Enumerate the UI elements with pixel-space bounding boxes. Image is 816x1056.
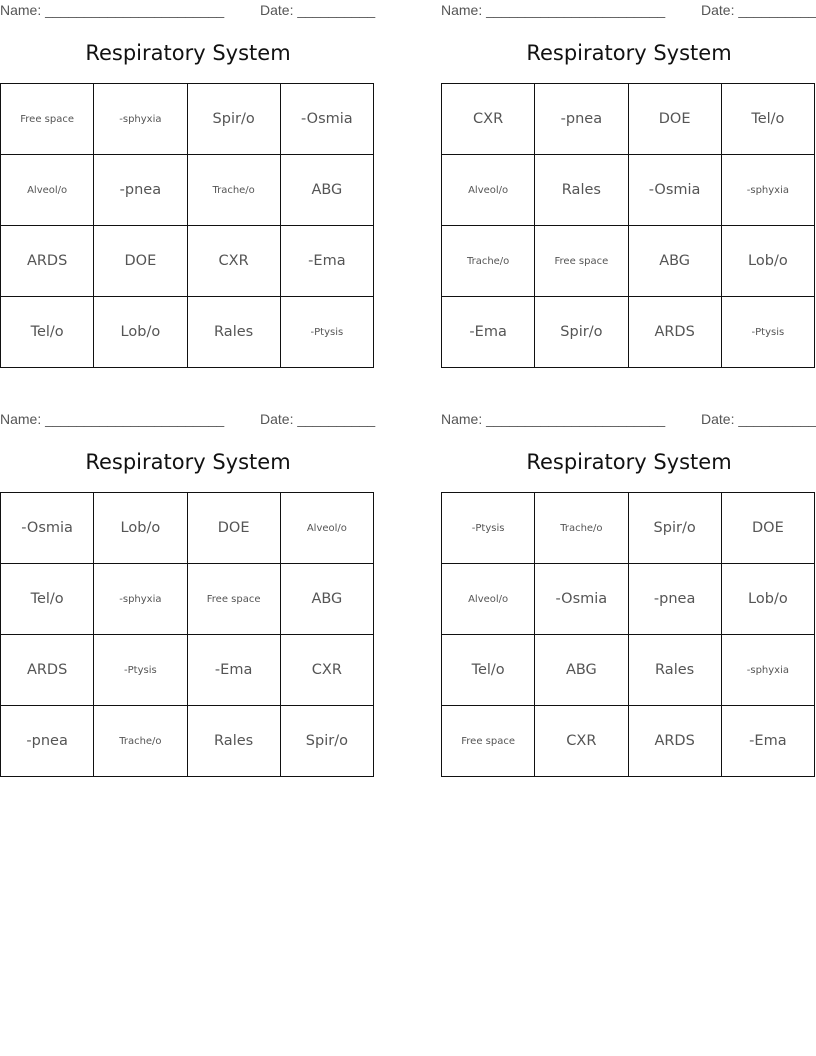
grid-row — [442, 297, 815, 368]
grid-cell: Trache/o — [535, 493, 628, 564]
date-field: Date: __________ — [701, 2, 816, 18]
card-header — [0, 411, 376, 429]
grid-cell: -sphyxia — [721, 155, 814, 226]
grid-cell: -pnea — [94, 155, 187, 226]
grid-cell: -sphyxia — [721, 635, 814, 706]
grid-cell: Trache/o — [94, 706, 187, 777]
grid-cell: -Ptysis — [442, 493, 535, 564]
grid-cell: DOE — [94, 226, 187, 297]
grid-cell: ARDS — [1, 635, 94, 706]
grid-cell: ABG — [628, 226, 721, 297]
grid-cell: Spir/o — [280, 706, 373, 777]
grid-cell: Lob/o — [94, 493, 187, 564]
grid-cell: Alveol/o — [442, 564, 535, 635]
date-field: Date: __________ — [701, 411, 816, 427]
grid-cell: -sphyxia — [94, 84, 187, 155]
grid-cell: -sphyxia — [94, 564, 187, 635]
name-field: Name: _______________________ — [0, 2, 225, 18]
grid-cell: ARDS — [1, 226, 94, 297]
grid-row — [1, 635, 374, 706]
grid-cell: Trache/o — [187, 155, 280, 226]
card-header — [0, 2, 376, 20]
grid-cell: -Osmia — [628, 155, 721, 226]
grid-cell: -Ema — [442, 297, 535, 368]
grid-cell: Alveol/o — [1, 155, 94, 226]
date-field: Date: __________ — [260, 411, 376, 427]
grid-row — [1, 226, 374, 297]
card-header — [441, 2, 816, 20]
grid-cell: Free space — [187, 564, 280, 635]
grid-cell: -Ema — [280, 226, 373, 297]
grid-cell: Rales — [535, 155, 628, 226]
grid-cell: -Ema — [187, 635, 280, 706]
grid-row — [1, 84, 374, 155]
grid-row — [1, 297, 374, 368]
grid-cell: -Ptysis — [721, 297, 814, 368]
grid-cell: Lob/o — [721, 226, 814, 297]
grid-cell: Lob/o — [721, 564, 814, 635]
grid-cell: -Ptysis — [94, 635, 187, 706]
grid-cell: Free space — [1, 84, 94, 155]
grid-cell: ABG — [280, 155, 373, 226]
grid-cell: -pnea — [628, 564, 721, 635]
bingo-grid — [441, 492, 815, 777]
grid-cell: Rales — [187, 706, 280, 777]
grid-row — [1, 493, 374, 564]
grid-cell: Tel/o — [721, 84, 814, 155]
grid-row — [1, 564, 374, 635]
grid-cell: -Osmia — [1, 493, 94, 564]
grid-row — [442, 155, 815, 226]
card-title: Respiratory System — [526, 450, 732, 474]
grid-cell: ARDS — [628, 706, 721, 777]
grid-cell: -Osmia — [535, 564, 628, 635]
card-header — [441, 411, 816, 429]
grid-cell: Trache/o — [442, 226, 535, 297]
grid-cell: Lob/o — [94, 297, 187, 368]
grid-cell: Rales — [187, 297, 280, 368]
date-field: Date: __________ — [260, 2, 376, 18]
grid-row — [1, 155, 374, 226]
name-field: Name: _______________________ — [441, 2, 666, 18]
grid-row — [442, 84, 815, 155]
grid-cell: CXR — [280, 635, 373, 706]
grid-cell: ABG — [280, 564, 373, 635]
grid-row — [1, 706, 374, 777]
grid-cell: Free space — [442, 706, 535, 777]
grid-cell: -Ema — [721, 706, 814, 777]
grid-cell: Rales — [628, 635, 721, 706]
bingo-grid — [0, 83, 374, 368]
grid-row — [442, 564, 815, 635]
grid-cell: DOE — [721, 493, 814, 564]
grid-cell: Spir/o — [535, 297, 628, 368]
name-field: Name: _______________________ — [441, 411, 666, 427]
grid-cell: DOE — [628, 84, 721, 155]
card-title: Respiratory System — [85, 41, 291, 65]
grid-cell: -pnea — [1, 706, 94, 777]
card-title: Respiratory System — [85, 450, 291, 474]
grid-cell: Alveol/o — [280, 493, 373, 564]
grid-cell: -Ptysis — [280, 297, 373, 368]
grid-row — [442, 706, 815, 777]
grid-cell: Spir/o — [187, 84, 280, 155]
grid-cell: DOE — [187, 493, 280, 564]
grid-cell: ARDS — [628, 297, 721, 368]
grid-cell: -Osmia — [280, 84, 373, 155]
card-title: Respiratory System — [526, 41, 732, 65]
name-field: Name: _______________________ — [0, 411, 225, 427]
grid-cell: Tel/o — [1, 564, 94, 635]
grid-cell: Tel/o — [1, 297, 94, 368]
grid-row — [442, 493, 815, 564]
grid-cell: Alveol/o — [442, 155, 535, 226]
grid-cell: CXR — [187, 226, 280, 297]
grid-row — [442, 635, 815, 706]
grid-cell: CXR — [442, 84, 535, 155]
grid-cell: Tel/o — [442, 635, 535, 706]
grid-cell: Spir/o — [628, 493, 721, 564]
bingo-grid — [0, 492, 374, 777]
grid-cell: ABG — [535, 635, 628, 706]
grid-cell: Free space — [535, 226, 628, 297]
grid-cell: -pnea — [535, 84, 628, 155]
grid-cell: CXR — [535, 706, 628, 777]
bingo-grid — [441, 83, 815, 368]
grid-row — [442, 226, 815, 297]
